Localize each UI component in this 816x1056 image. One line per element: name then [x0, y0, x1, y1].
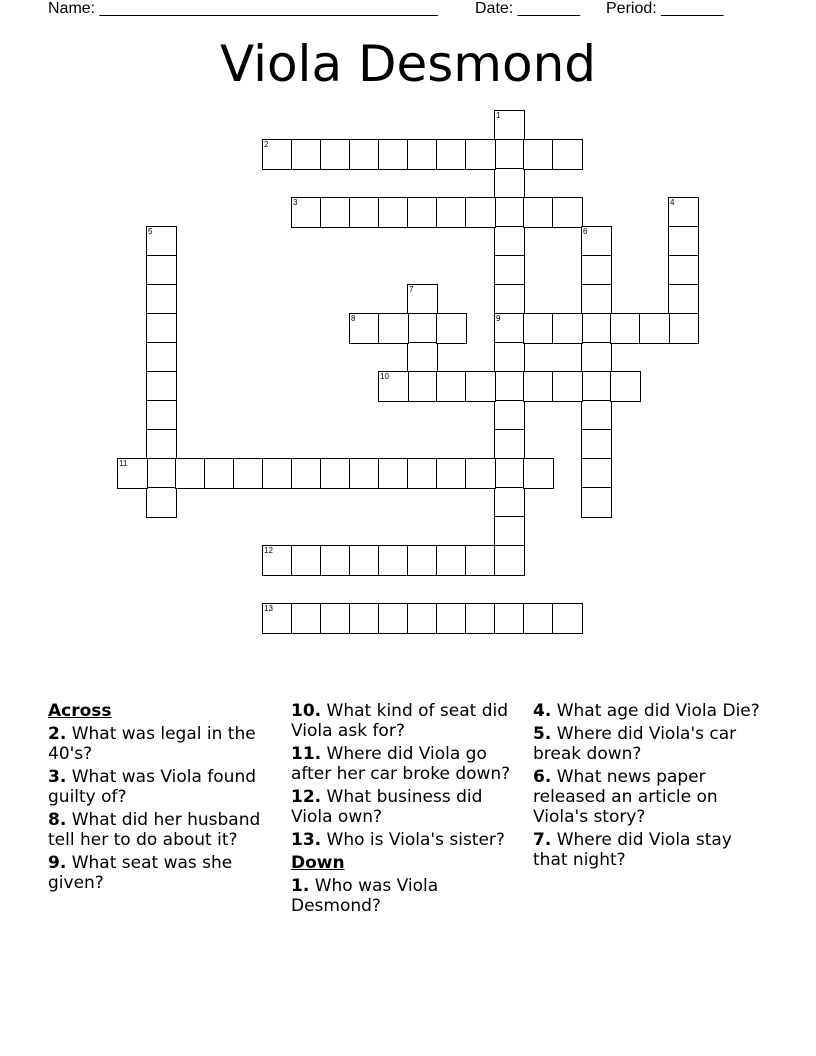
grid-cell[interactable] [581, 226, 612, 257]
grid-cell[interactable] [668, 313, 699, 344]
clue-number: 11 [119, 459, 128, 468]
grid-cell[interactable] [494, 545, 525, 576]
grid-cell[interactable] [465, 197, 496, 228]
grid-cell[interactable] [407, 603, 438, 634]
grid-cell[interactable] [523, 139, 554, 170]
clue-number: 4 [670, 198, 675, 207]
grid-cell[interactable] [668, 255, 699, 286]
clue-number: 9 [496, 314, 501, 323]
grid-cell[interactable] [494, 487, 525, 518]
grid-cell[interactable] [146, 400, 177, 431]
date-field[interactable]: Date: _______ [475, 0, 580, 17]
grid-cell[interactable] [407, 458, 438, 489]
grid-cell[interactable] [407, 139, 438, 170]
grid-cell[interactable] [291, 458, 322, 489]
grid-cell[interactable] [146, 487, 177, 518]
grid-cell[interactable] [436, 545, 467, 576]
grid-cell[interactable] [581, 284, 612, 315]
grid-cell[interactable] [407, 545, 438, 576]
grid-cell[interactable] [320, 603, 351, 634]
grid-cell[interactable] [581, 429, 612, 460]
grid-cell[interactable] [494, 284, 525, 315]
grid-cell[interactable] [552, 371, 583, 402]
grid-cell[interactable] [436, 139, 467, 170]
grid-cell[interactable] [204, 458, 235, 489]
clue-down-1: 1. Who was Viola Desmond? [291, 876, 439, 916]
clue-number: 8 [351, 314, 356, 323]
clues-column-1 [48, 701, 268, 896]
grid-cell[interactable] [146, 255, 177, 286]
grid-cell[interactable] [262, 603, 293, 634]
grid-cell[interactable] [436, 313, 467, 344]
down-heading: Down [291, 853, 345, 873]
grid-cell[interactable] [407, 284, 438, 315]
grid-cell[interactable] [349, 313, 380, 344]
grid-cell[interactable] [378, 313, 409, 344]
grid-cell[interactable] [523, 458, 554, 489]
grid-cell[interactable] [581, 255, 612, 286]
grid-cell[interactable] [378, 458, 409, 489]
grid-cell[interactable] [436, 458, 467, 489]
clue-across-13: 13. Who is Viola's sister? [291, 830, 505, 850]
grid-cell[interactable] [117, 458, 148, 489]
grid-cell[interactable] [581, 400, 612, 431]
grid-cell[interactable] [465, 371, 496, 402]
clue-number: 10 [380, 372, 389, 381]
grid-cell[interactable] [349, 458, 380, 489]
grid-cell[interactable] [291, 197, 322, 228]
clue-number: 5 [148, 227, 153, 236]
grid-cell[interactable] [407, 371, 438, 402]
grid-cell[interactable] [523, 197, 554, 228]
grid-cell[interactable] [581, 313, 612, 344]
clues-column-2 [291, 701, 519, 919]
grid-cell[interactable] [349, 603, 380, 634]
clue-number: 1 [496, 111, 501, 120]
grid-cell[interactable] [436, 371, 467, 402]
clue-number: 7 [409, 285, 414, 294]
grid-cell[interactable] [233, 458, 264, 489]
clue-across-11: 11. Where did Viola go after her car broke down? [291, 744, 511, 784]
grid-cell[interactable] [465, 545, 496, 576]
grid-cell[interactable] [552, 313, 583, 344]
grid-cell[interactable] [146, 342, 177, 373]
grid-cell[interactable] [494, 516, 525, 547]
grid-cell[interactable] [320, 139, 351, 170]
grid-cell[interactable] [668, 226, 699, 257]
grid-cell[interactable] [465, 603, 496, 634]
grid-cell[interactable] [494, 342, 525, 373]
grid-cell[interactable] [349, 197, 380, 228]
clue-across-9: 9. What seat was she given? [48, 853, 233, 893]
grid-cell[interactable] [262, 545, 293, 576]
grid-cell[interactable] [146, 429, 177, 460]
grid-cell[interactable] [349, 545, 380, 576]
grid-cell[interactable] [378, 197, 409, 228]
clue-number: 6 [583, 227, 588, 236]
grid-cell[interactable] [552, 197, 583, 228]
grid-cell[interactable] [378, 371, 409, 402]
grid-cell[interactable] [494, 139, 525, 170]
clues-column-3 [533, 701, 763, 873]
clue-across-10: 10. What kind of seat did Viola ask for? [291, 701, 509, 741]
grid-cell[interactable] [320, 545, 351, 576]
grid-cell[interactable] [523, 603, 554, 634]
grid-cell[interactable] [407, 313, 438, 344]
grid-cell[interactable] [146, 458, 177, 489]
clue-number: 12 [264, 546, 273, 555]
grid-cell[interactable] [552, 603, 583, 634]
grid-cell[interactable] [291, 545, 322, 576]
grid-cell[interactable] [494, 226, 525, 257]
grid-cell[interactable] [146, 313, 177, 344]
grid-cell[interactable] [494, 603, 525, 634]
clue-across-2: 2. What was legal in the 40's? [48, 724, 256, 764]
grid-cell[interactable] [407, 342, 438, 373]
grid-cell[interactable] [349, 139, 380, 170]
grid-cell[interactable] [494, 458, 525, 489]
grid-cell[interactable] [320, 458, 351, 489]
clue-across-12: 12. What business did Viola own? [291, 787, 483, 827]
grid-cell[interactable] [436, 603, 467, 634]
clue-across-8: 8. What did her husband tell her to do about it? [48, 810, 261, 850]
grid-cell[interactable] [552, 139, 583, 170]
grid-cell[interactable] [378, 139, 409, 170]
grid-cell[interactable] [523, 371, 554, 402]
grid-cell[interactable] [378, 603, 409, 634]
name-field[interactable]: Name: ______________________________________ [48, 0, 438, 17]
grid-cell[interactable] [610, 313, 641, 344]
clue-number: 2 [264, 140, 269, 149]
grid-cell[interactable] [146, 226, 177, 257]
grid-cell[interactable] [262, 458, 293, 489]
clue-down-6: 6. What news paper released an article on Viola's story? [533, 767, 718, 827]
grid-cell[interactable] [175, 458, 206, 489]
grid-cell[interactable] [436, 197, 467, 228]
clue-number: 3 [293, 198, 298, 207]
grid-cell[interactable] [523, 313, 554, 344]
grid-cell[interactable] [320, 197, 351, 228]
grid-cell[interactable] [291, 139, 322, 170]
grid-cell[interactable] [494, 197, 525, 228]
grid-cell[interactable] [494, 110, 525, 141]
grid-cell[interactable] [494, 371, 525, 402]
grid-cell[interactable] [291, 603, 322, 634]
grid-cell[interactable] [581, 371, 612, 402]
grid-cell[interactable] [494, 400, 525, 431]
across-heading: Across [48, 701, 112, 721]
grid-cell[interactable] [581, 342, 612, 373]
grid-cell[interactable] [494, 168, 525, 199]
grid-cell[interactable] [378, 545, 409, 576]
grid-cell[interactable] [146, 284, 177, 315]
clue-number: 13 [264, 604, 273, 613]
clue-down-5: 5. Where did Viola's car break down? [533, 724, 737, 764]
grid-cell[interactable] [465, 458, 496, 489]
clue-down-7: 7. Where did Viola stay that night? [533, 830, 732, 870]
grid-cell[interactable] [581, 458, 612, 489]
grid-cell[interactable] [494, 429, 525, 460]
clue-across-3: 3. What was Viola found guilty of? [48, 767, 257, 807]
grid-cell[interactable] [494, 255, 525, 286]
grid-cell[interactable] [610, 371, 641, 402]
period-field[interactable]: Period: _______ [606, 0, 724, 17]
grid-cell[interactable] [262, 139, 293, 170]
clue-down-4: 4. What age did Viola Die? [533, 701, 760, 721]
grid-cell[interactable] [668, 197, 699, 228]
puzzle-title: Viola Desmond [219, 35, 597, 93]
grid-cell[interactable] [146, 371, 177, 402]
grid-cell[interactable] [639, 313, 670, 344]
grid-cell[interactable] [494, 313, 525, 344]
grid-cell[interactable] [668, 284, 699, 315]
grid-cell[interactable] [465, 139, 496, 170]
grid-cell[interactable] [581, 487, 612, 518]
grid-cell[interactable] [407, 197, 438, 228]
